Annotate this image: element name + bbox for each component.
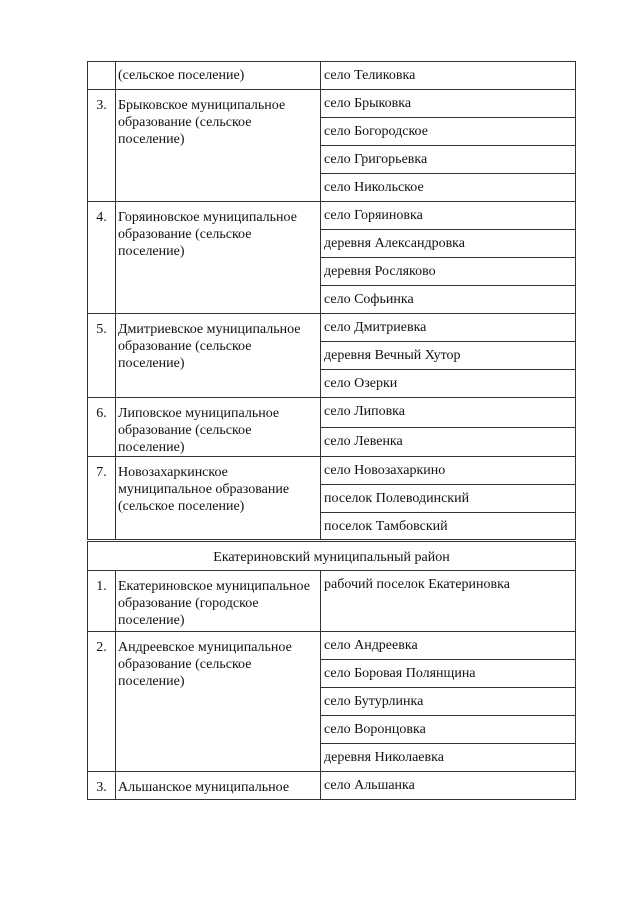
- row-number: 1.: [88, 571, 116, 632]
- municipality-name: Альшанское муниципальное: [116, 772, 321, 800]
- table-row: [88, 632, 576, 660]
- settlement-name: село Новозахаркино: [321, 457, 576, 485]
- municipality-name: (сельское поселение): [116, 62, 321, 90]
- settlement-name: поселок Полеводинский: [321, 485, 576, 513]
- settlement-name: село Боровая Полянщина: [321, 660, 576, 688]
- settlement-name: село Теликовка: [321, 62, 576, 90]
- settlement-name: село Альшанка: [321, 772, 576, 800]
- municipality-name: Дмитриевское муниципальное образование (сельское поселение): [116, 314, 321, 398]
- settlement-name: деревня Росляково: [321, 258, 576, 286]
- settlements-table-body: [88, 62, 576, 800]
- settlement-name: село Воронцовка: [321, 716, 576, 744]
- table-row: [88, 457, 576, 485]
- table-row: [88, 90, 576, 118]
- municipality-name: Брыковское муниципальное образование (сельское поселение): [116, 90, 321, 202]
- settlement-name: село Григорьевка: [321, 146, 576, 174]
- settlement-name: село Андреевка: [321, 632, 576, 660]
- municipality-name: Новозахаркинское муниципальное образование (сельское поселение): [116, 457, 321, 541]
- settlement-name: село Озерки: [321, 370, 576, 398]
- settlement-name: село Липовка: [321, 398, 576, 428]
- municipality-name: Андреевское муниципальное образование (сельское поселение): [116, 632, 321, 772]
- settlement-name: деревня Александровка: [321, 230, 576, 258]
- settlement-name: село Левенка: [321, 427, 576, 457]
- district-title: Екатериновский муниципальный район: [88, 541, 576, 571]
- municipality-name: Екатериновское муниципальное образование (городское поселение): [116, 571, 321, 632]
- row-number: 7.: [88, 457, 116, 541]
- settlement-name: село Софьинка: [321, 286, 576, 314]
- settlement-name: село Никольское: [321, 174, 576, 202]
- row-number: 3.: [88, 772, 116, 800]
- table-row: [88, 398, 576, 428]
- table-row: [88, 202, 576, 230]
- district-header-row: [88, 541, 576, 571]
- table-row: [88, 772, 576, 800]
- settlements-table: [87, 61, 576, 800]
- settlement-name: рабочий поселок Екатериновка: [321, 571, 576, 632]
- settlement-name: поселок Тамбовский: [321, 513, 576, 541]
- settlement-name: село Горяиновка: [321, 202, 576, 230]
- row-number: 6.: [88, 398, 116, 457]
- municipality-name: Липовское муниципальное образование (сельское поселение): [116, 398, 321, 457]
- settlement-name: село Брыковка: [321, 90, 576, 118]
- row-number: 3.: [88, 90, 116, 202]
- row-number: [88, 62, 116, 90]
- municipality-name: Горяиновское муниципальное образование (сельское поселение): [116, 202, 321, 314]
- row-number: 5.: [88, 314, 116, 398]
- row-number: 4.: [88, 202, 116, 314]
- settlement-name: село Богородское: [321, 118, 576, 146]
- settlement-name: деревня Николаевка: [321, 744, 576, 772]
- settlement-name: село Дмитриевка: [321, 314, 576, 342]
- settlement-name: деревня Вечный Хутор: [321, 342, 576, 370]
- table-row: [88, 314, 576, 342]
- table-row: [88, 571, 576, 632]
- row-number: 2.: [88, 632, 116, 772]
- table-row: [88, 62, 576, 90]
- settlement-name: село Бутурлинка: [321, 688, 576, 716]
